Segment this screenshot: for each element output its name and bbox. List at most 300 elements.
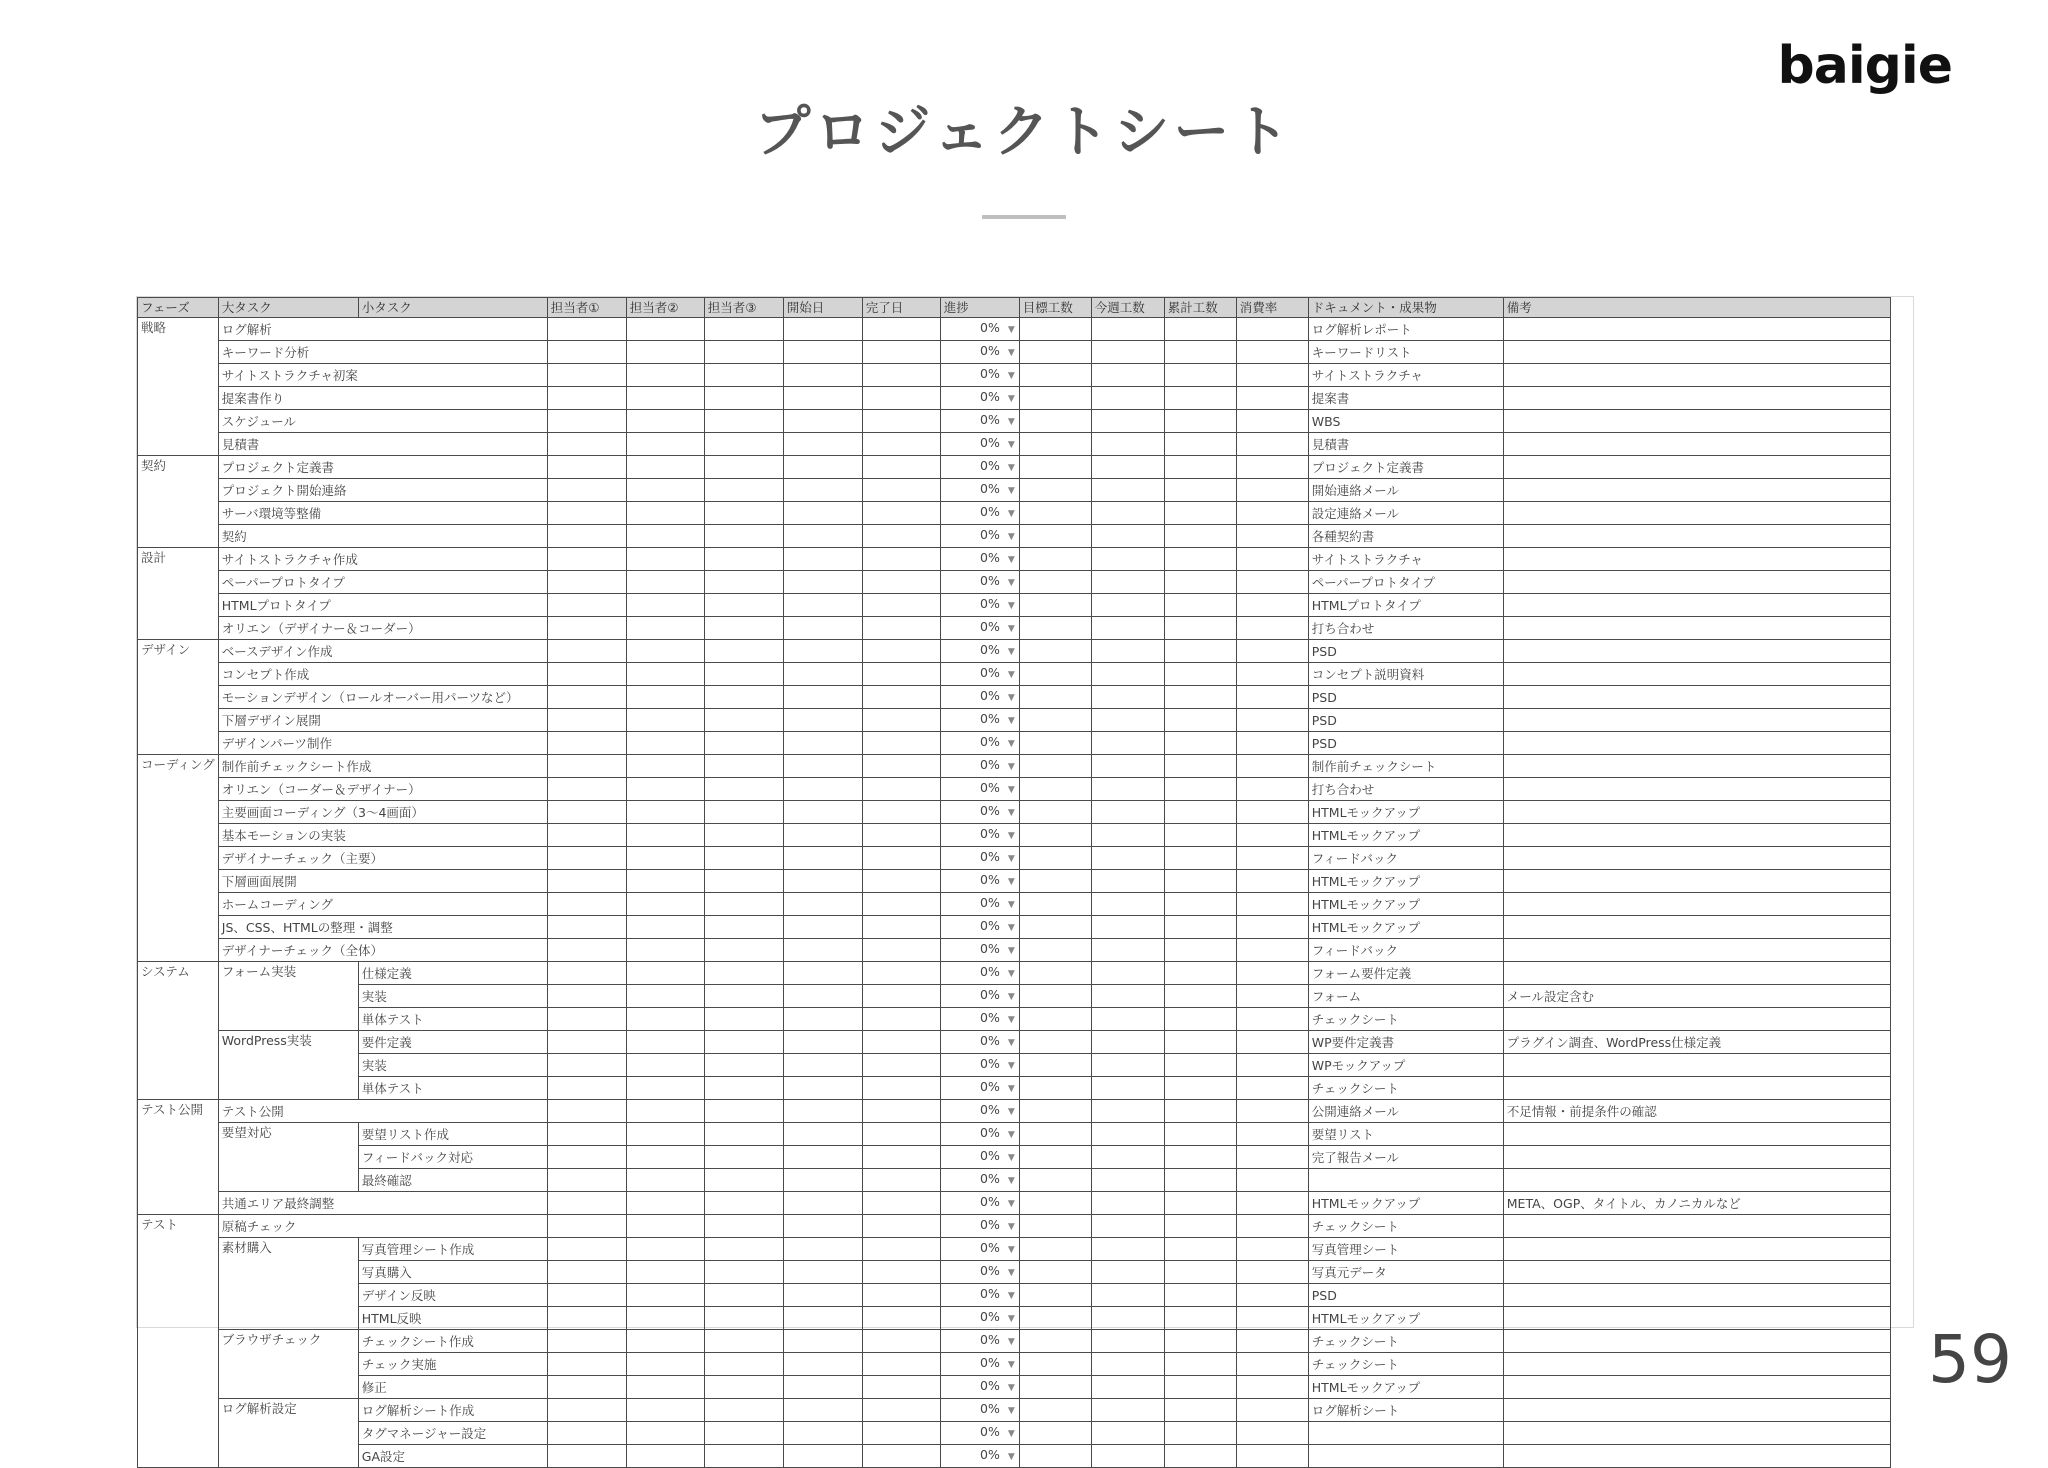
- table-row: [138, 939, 1891, 962]
- empty-cell: [547, 433, 626, 456]
- triangle-down-icon: ▼: [1007, 624, 1015, 635]
- empty-cell: [547, 1238, 626, 1261]
- empty-cell: [1019, 985, 1091, 1008]
- document-cell: 各種契約書: [1308, 525, 1503, 548]
- empty-cell: [1019, 1422, 1091, 1445]
- progress-select[interactable]: [940, 893, 1019, 916]
- empty-cell: [704, 1077, 783, 1100]
- empty-cell: [1019, 1146, 1091, 1169]
- triangle-down-icon: ▼: [1007, 1406, 1015, 1417]
- empty-cell: [704, 939, 783, 962]
- table-row: [138, 801, 1891, 824]
- progress-select[interactable]: [940, 341, 1019, 364]
- progress-select[interactable]: [940, 548, 1019, 571]
- empty-cell: [626, 1031, 704, 1054]
- empty-cell: [1019, 525, 1091, 548]
- document-cell: WBS: [1308, 410, 1503, 433]
- progress-select[interactable]: [940, 663, 1019, 686]
- empty-cell: [1236, 640, 1308, 663]
- empty-cell: [626, 1445, 704, 1468]
- progress-select[interactable]: [940, 686, 1019, 709]
- progress-value: 0%: [980, 872, 1000, 888]
- empty-cell: [1019, 1031, 1091, 1054]
- empty-cell: [783, 1376, 862, 1399]
- triangle-down-icon: ▼: [1007, 808, 1015, 819]
- progress-select[interactable]: [940, 640, 1019, 663]
- progress-select[interactable]: [940, 870, 1019, 893]
- empty-cell: [704, 548, 783, 571]
- empty-cell: [1091, 1100, 1164, 1123]
- task-cell: 提案書作り: [218, 387, 547, 410]
- empty-cell: [704, 1445, 783, 1468]
- progress-select[interactable]: [940, 801, 1019, 824]
- note-cell: META、OGP、タイトル、カノニカルなど: [1503, 1192, 1890, 1215]
- document-cell: WP要件定義書: [1308, 1031, 1503, 1054]
- note-cell: [1503, 1353, 1890, 1376]
- progress-value: 0%: [980, 596, 1000, 612]
- empty-cell: [547, 341, 626, 364]
- table-row: [138, 663, 1891, 686]
- note-cell: [1503, 1376, 1890, 1399]
- empty-cell: [626, 663, 704, 686]
- document-cell: WPモックアップ: [1308, 1054, 1503, 1077]
- note-cell: [1503, 1215, 1890, 1238]
- triangle-down-icon: ▼: [1007, 1291, 1015, 1302]
- empty-cell: [783, 962, 862, 985]
- empty-cell: [1091, 1330, 1164, 1353]
- empty-cell: [626, 1169, 704, 1192]
- progress-value: 0%: [980, 757, 1000, 773]
- progress-value: 0%: [980, 527, 1000, 543]
- document-cell: [1308, 1169, 1503, 1192]
- document-cell: HTMLモックアップ: [1308, 1192, 1503, 1215]
- task-cell: 下層デザイン展開: [218, 709, 547, 732]
- empty-cell: [704, 847, 783, 870]
- empty-cell: [1236, 1192, 1308, 1215]
- subtask-cell: 写真管理シート作成: [358, 1238, 547, 1261]
- triangle-down-icon: ▼: [1007, 1337, 1015, 1348]
- progress-select[interactable]: [940, 1054, 1019, 1077]
- empty-cell: [862, 1077, 940, 1100]
- empty-cell: [862, 755, 940, 778]
- progress-select[interactable]: [940, 985, 1019, 1008]
- empty-cell: [1164, 433, 1236, 456]
- progress-value: 0%: [980, 1194, 1000, 1210]
- progress-select[interactable]: [940, 387, 1019, 410]
- empty-cell: [547, 1445, 626, 1468]
- table-row: [138, 709, 1891, 732]
- empty-cell: [1164, 1100, 1236, 1123]
- table-row: [138, 318, 1891, 341]
- task-cell: サイトストラクチャ作成: [218, 548, 547, 571]
- empty-cell: [1019, 1192, 1091, 1215]
- table-row: [138, 548, 1891, 571]
- subtask-cell: チェック実施: [358, 1353, 547, 1376]
- progress-value: 0%: [980, 1332, 1000, 1348]
- progress-select[interactable]: [940, 916, 1019, 939]
- progress-select[interactable]: [940, 1008, 1019, 1031]
- empty-cell: [704, 341, 783, 364]
- empty-cell: [626, 1307, 704, 1330]
- triangle-down-icon: ▼: [1007, 1268, 1015, 1279]
- empty-cell: [862, 1238, 940, 1261]
- progress-select[interactable]: [940, 962, 1019, 985]
- table-row: [138, 1146, 1891, 1169]
- document-cell: 公開連絡メール: [1308, 1100, 1503, 1123]
- table-row: [138, 778, 1891, 801]
- empty-cell: [1164, 571, 1236, 594]
- empty-cell: [1164, 939, 1236, 962]
- note-cell: [1503, 571, 1890, 594]
- empty-cell: [547, 548, 626, 571]
- progress-select[interactable]: [940, 824, 1019, 847]
- empty-cell: [1164, 1146, 1236, 1169]
- empty-cell: [783, 1077, 862, 1100]
- empty-cell: [783, 1399, 862, 1422]
- triangle-down-icon: ▼: [1007, 1383, 1015, 1394]
- table-row: [138, 525, 1891, 548]
- empty-cell: [862, 801, 940, 824]
- empty-cell: [626, 985, 704, 1008]
- empty-cell: [1236, 1307, 1308, 1330]
- empty-cell: [1019, 318, 1091, 341]
- empty-cell: [783, 709, 862, 732]
- empty-cell: [1091, 410, 1164, 433]
- empty-cell: [783, 778, 862, 801]
- empty-cell: [547, 1008, 626, 1031]
- empty-cell: [1019, 548, 1091, 571]
- empty-cell: [547, 1146, 626, 1169]
- progress-select[interactable]: [940, 318, 1019, 341]
- empty-cell: [783, 893, 862, 916]
- triangle-down-icon: ▼: [1007, 946, 1015, 957]
- empty-cell: [626, 1376, 704, 1399]
- task-cell: スケジュール: [218, 410, 547, 433]
- progress-select[interactable]: [940, 709, 1019, 732]
- empty-cell: [626, 1008, 704, 1031]
- progress-select[interactable]: [940, 1100, 1019, 1123]
- table-row: [138, 1031, 1891, 1054]
- empty-cell: [862, 1031, 940, 1054]
- document-cell: HTMLモックアップ: [1308, 801, 1503, 824]
- note-cell: プラグイン調査、WordPress仕様定義: [1503, 1031, 1890, 1054]
- empty-cell: [783, 686, 862, 709]
- empty-cell: [626, 410, 704, 433]
- progress-select[interactable]: [940, 617, 1019, 640]
- empty-cell: [704, 1123, 783, 1146]
- note-cell: [1503, 778, 1890, 801]
- table-row: [138, 870, 1891, 893]
- progress-select[interactable]: [940, 1077, 1019, 1100]
- empty-cell: [1164, 824, 1236, 847]
- progress-select[interactable]: [940, 1215, 1019, 1238]
- triangle-down-icon: ▼: [1007, 739, 1015, 750]
- triangle-down-icon: ▼: [1007, 647, 1015, 658]
- empty-cell: [862, 341, 940, 364]
- empty-cell: [862, 663, 940, 686]
- note-cell: [1503, 548, 1890, 571]
- document-cell: チェックシート: [1308, 1008, 1503, 1031]
- empty-cell: [783, 1169, 862, 1192]
- task-cell: 契約: [218, 525, 547, 548]
- empty-cell: [547, 1054, 626, 1077]
- empty-cell: [862, 387, 940, 410]
- empty-cell: [1164, 1399, 1236, 1422]
- progress-select[interactable]: [940, 1123, 1019, 1146]
- document-cell: [1308, 1445, 1503, 1468]
- empty-cell: [1019, 824, 1091, 847]
- document-cell: 完了報告メール: [1308, 1146, 1503, 1169]
- progress-value: 0%: [980, 1263, 1000, 1279]
- empty-cell: [783, 1031, 862, 1054]
- triangle-down-icon: ▼: [1007, 555, 1015, 566]
- triangle-down-icon: ▼: [1007, 1222, 1015, 1233]
- phase-cell: 契約: [138, 456, 219, 548]
- empty-cell: [862, 1376, 940, 1399]
- progress-value: 0%: [980, 711, 1000, 727]
- empty-cell: [1019, 571, 1091, 594]
- empty-cell: [1164, 985, 1236, 1008]
- progress-select[interactable]: [940, 847, 1019, 870]
- progress-select[interactable]: [940, 1330, 1019, 1353]
- triangle-down-icon: ▼: [1007, 1176, 1015, 1187]
- column-header: 進捗: [940, 298, 1019, 318]
- note-cell: [1503, 341, 1890, 364]
- empty-cell: [1019, 1054, 1091, 1077]
- task-cell: オリエン（デザイナー＆コーダー）: [218, 617, 547, 640]
- empty-cell: [1091, 341, 1164, 364]
- empty-cell: [1019, 1330, 1091, 1353]
- triangle-down-icon: ▼: [1007, 716, 1015, 727]
- empty-cell: [626, 318, 704, 341]
- progress-select[interactable]: [940, 1192, 1019, 1215]
- table-row: [138, 1008, 1891, 1031]
- empty-cell: [547, 732, 626, 755]
- empty-cell: [704, 709, 783, 732]
- table-row: [138, 1422, 1891, 1445]
- empty-cell: [783, 525, 862, 548]
- empty-cell: [783, 1353, 862, 1376]
- empty-cell: [1091, 1307, 1164, 1330]
- empty-cell: [1091, 870, 1164, 893]
- empty-cell: [704, 1330, 783, 1353]
- triangle-down-icon: ▼: [1007, 371, 1015, 382]
- note-cell: [1503, 502, 1890, 525]
- task-cell: 共通エリア最終調整: [218, 1192, 547, 1215]
- empty-cell: [1019, 1238, 1091, 1261]
- progress-select[interactable]: [940, 1376, 1019, 1399]
- progress-select[interactable]: [940, 939, 1019, 962]
- empty-cell: [1164, 893, 1236, 916]
- empty-cell: [1236, 939, 1308, 962]
- document-cell: フィードバック: [1308, 847, 1503, 870]
- empty-cell: [547, 893, 626, 916]
- empty-cell: [626, 1123, 704, 1146]
- empty-cell: [547, 1100, 626, 1123]
- empty-cell: [783, 1284, 862, 1307]
- empty-cell: [1019, 1100, 1091, 1123]
- empty-cell: [1164, 778, 1236, 801]
- progress-select[interactable]: [940, 755, 1019, 778]
- empty-cell: [626, 548, 704, 571]
- empty-cell: [626, 1215, 704, 1238]
- empty-cell: [704, 318, 783, 341]
- empty-cell: [862, 525, 940, 548]
- empty-cell: [626, 387, 704, 410]
- triangle-down-icon: ▼: [1007, 1452, 1015, 1463]
- progress-select[interactable]: [940, 479, 1019, 502]
- document-cell: HTMLモックアップ: [1308, 1307, 1503, 1330]
- progress-select[interactable]: [940, 778, 1019, 801]
- empty-cell: [1019, 1353, 1091, 1376]
- empty-cell: [1091, 1422, 1164, 1445]
- empty-cell: [1019, 755, 1091, 778]
- task-cell: ペーパープロトタイプ: [218, 571, 547, 594]
- note-cell: [1503, 318, 1890, 341]
- progress-value: 0%: [980, 1286, 1000, 1302]
- table-row: [138, 1376, 1891, 1399]
- empty-cell: [862, 870, 940, 893]
- empty-cell: [547, 1422, 626, 1445]
- empty-cell: [1091, 1169, 1164, 1192]
- spreadsheet-screenshot: [136, 296, 1914, 1464]
- table-row: [138, 1399, 1891, 1422]
- task-cell: 基本モーションの実装: [218, 824, 547, 847]
- empty-cell: [1091, 479, 1164, 502]
- empty-cell: [704, 916, 783, 939]
- empty-cell: [1236, 1376, 1308, 1399]
- document-cell: 提案書: [1308, 387, 1503, 410]
- document-cell: HTMLモックアップ: [1308, 870, 1503, 893]
- progress-select[interactable]: [940, 433, 1019, 456]
- document-cell: フィードバック: [1308, 939, 1503, 962]
- progress-select[interactable]: [940, 1422, 1019, 1445]
- empty-cell: [1164, 1054, 1236, 1077]
- empty-cell: [547, 1031, 626, 1054]
- progress-select[interactable]: [940, 1261, 1019, 1284]
- empty-cell: [626, 824, 704, 847]
- note-cell: [1503, 456, 1890, 479]
- task-cell: キーワード分析: [218, 341, 547, 364]
- empty-cell: [862, 640, 940, 663]
- empty-cell: [1164, 1169, 1236, 1192]
- empty-cell: [1091, 525, 1164, 548]
- empty-cell: [1091, 1399, 1164, 1422]
- empty-cell: [1091, 1215, 1164, 1238]
- triangle-down-icon: ▼: [1007, 1314, 1015, 1325]
- empty-cell: [1091, 801, 1164, 824]
- empty-cell: [626, 1353, 704, 1376]
- empty-cell: [783, 617, 862, 640]
- document-cell: PSD: [1308, 709, 1503, 732]
- empty-cell: [626, 916, 704, 939]
- progress-select[interactable]: [940, 364, 1019, 387]
- empty-cell: [862, 1261, 940, 1284]
- empty-cell: [704, 640, 783, 663]
- empty-cell: [862, 1284, 940, 1307]
- document-cell: ログ解析レポート: [1308, 318, 1503, 341]
- progress-select[interactable]: [940, 1146, 1019, 1169]
- empty-cell: [547, 410, 626, 433]
- table-row: [138, 617, 1891, 640]
- triangle-down-icon: ▼: [1007, 1153, 1015, 1164]
- empty-cell: [783, 732, 862, 755]
- empty-cell: [1164, 916, 1236, 939]
- triangle-down-icon: ▼: [1007, 831, 1015, 842]
- progress-select[interactable]: [940, 1031, 1019, 1054]
- table-row: [138, 847, 1891, 870]
- progress-select[interactable]: [940, 571, 1019, 594]
- empty-cell: [1019, 640, 1091, 663]
- task-cell: JS、CSS、HTMLの整理・調整: [218, 916, 547, 939]
- progress-select[interactable]: [940, 456, 1019, 479]
- document-cell: フォーム: [1308, 985, 1503, 1008]
- empty-cell: [547, 985, 626, 1008]
- progress-select[interactable]: [940, 1307, 1019, 1330]
- subtask-cell: 単体テスト: [358, 1077, 547, 1100]
- subtask-cell: ログ解析シート作成: [358, 1399, 547, 1422]
- empty-cell: [1164, 525, 1236, 548]
- triangle-down-icon: ▼: [1007, 923, 1015, 934]
- empty-cell: [862, 709, 940, 732]
- empty-cell: [704, 1054, 783, 1077]
- empty-cell: [547, 1261, 626, 1284]
- empty-cell: [1019, 341, 1091, 364]
- empty-cell: [1164, 847, 1236, 870]
- progress-select[interactable]: [940, 732, 1019, 755]
- empty-cell: [1236, 916, 1308, 939]
- empty-cell: [862, 847, 940, 870]
- note-cell: [1503, 1330, 1890, 1353]
- progress-select[interactable]: [940, 502, 1019, 525]
- empty-cell: [1164, 1376, 1236, 1399]
- phase-cell: テスト公開: [138, 1100, 219, 1215]
- empty-cell: [1019, 709, 1091, 732]
- progress-select[interactable]: [940, 410, 1019, 433]
- empty-cell: [1091, 594, 1164, 617]
- page-number: 59: [1928, 1321, 2012, 1398]
- progress-select[interactable]: [940, 1169, 1019, 1192]
- empty-cell: [704, 433, 783, 456]
- column-header: フェーズ: [138, 298, 219, 318]
- triangle-down-icon: ▼: [1007, 348, 1015, 359]
- progress-select[interactable]: [940, 525, 1019, 548]
- empty-cell: [862, 571, 940, 594]
- subtask-cell: チェックシート作成: [358, 1330, 547, 1353]
- task-cell: プロジェクト開始連絡: [218, 479, 547, 502]
- empty-cell: [1236, 1100, 1308, 1123]
- empty-cell: [704, 1422, 783, 1445]
- empty-cell: [1091, 1146, 1164, 1169]
- note-cell: [1503, 1284, 1890, 1307]
- progress-select[interactable]: [940, 1445, 1019, 1468]
- empty-cell: [547, 755, 626, 778]
- progress-select[interactable]: [940, 594, 1019, 617]
- empty-cell: [1019, 364, 1091, 387]
- empty-cell: [1091, 387, 1164, 410]
- empty-cell: [1164, 663, 1236, 686]
- progress-select[interactable]: [940, 1238, 1019, 1261]
- empty-cell: [1236, 663, 1308, 686]
- progress-select[interactable]: [940, 1353, 1019, 1376]
- empty-cell: [704, 962, 783, 985]
- progress-select[interactable]: [940, 1284, 1019, 1307]
- table-row: [138, 1261, 1891, 1284]
- progress-select[interactable]: [940, 1399, 1019, 1422]
- empty-cell: [783, 548, 862, 571]
- empty-cell: [626, 640, 704, 663]
- empty-cell: [704, 502, 783, 525]
